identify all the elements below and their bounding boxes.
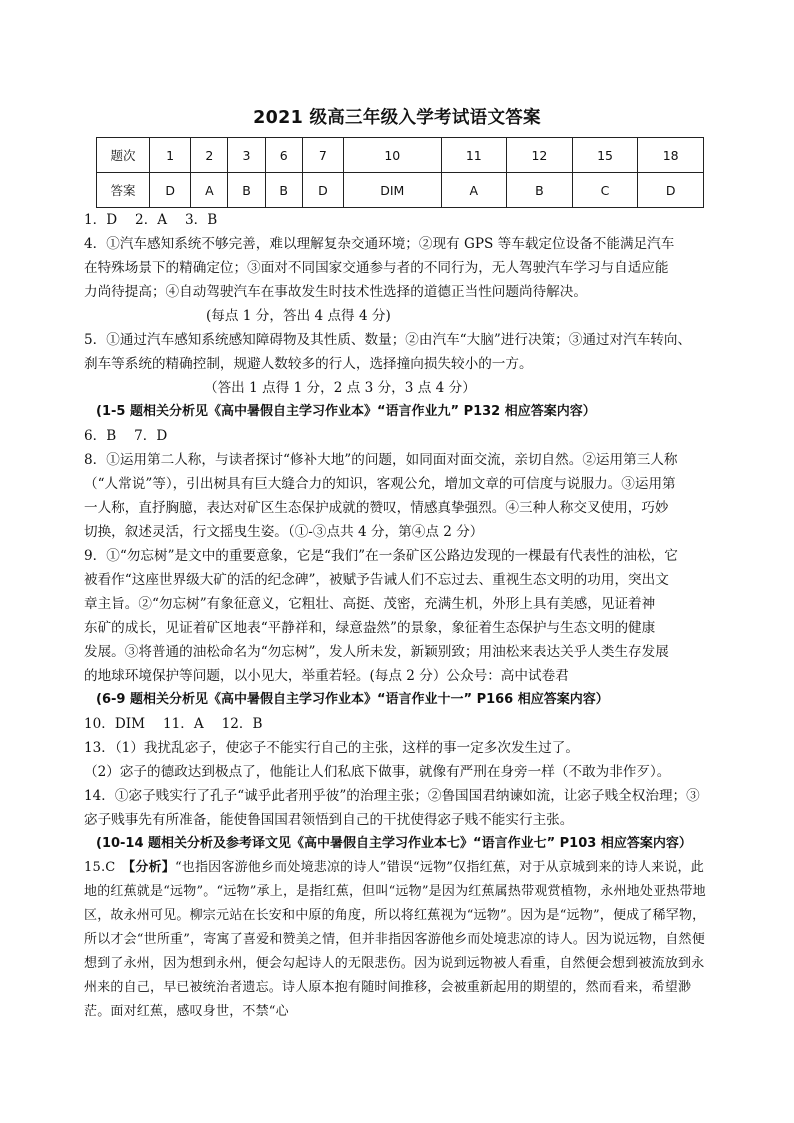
answer-8-line: 切换，叙述灵活，行文摇曳生姿。（①-③点共 4 分，第④点 2 分） bbox=[84, 524, 484, 540]
answer-body bbox=[84, 208, 708, 1024]
reference-note: (6-9 题相关分析见《高中暑假自主学习作业本》“语言作业十一” P166 相应答案内容） bbox=[96, 692, 609, 707]
question-number: 7 bbox=[302, 138, 343, 173]
scoring-note: （答出 1 点得 1 分，2 点 3 分，3 点 4 分） bbox=[204, 380, 476, 396]
answer-15-analysis bbox=[84, 856, 708, 1024]
answer-8-line: 8．①运用第二人称，与读者探讨“修补大地”的问题，如同面对面交流，亲切自然。②运用第三人称 bbox=[84, 452, 678, 468]
answer-13-line: （2）宓子的德政达到极点了，他能让人们私底下做事，就像有严刑在身旁一样（不敢为非作歹）。 bbox=[84, 764, 671, 780]
answer-15-text: “也指因客游他乡而处境悲凉的诗人”错误“远物”仅指红蕉，对于从京城到来的诗人来说，此地的红蕉就是“远物”。“远物”承上，是指红蕉，但叫“远物”是因为红蕉属热带观赏植物，永州地处亚热带地区，故永州可见。柳宗元站在长安和中原的角度，所以将红蕉视为“远物”。因为是“远物”，便成了稀罕物，所以才会“世所重”，寄寓了喜爱和赞美之情，但并非指因客游他乡而处境悲凉的诗人。因为说远物，自然便想到了永州，因为想到永州，便会勾起诗人的无限悲伤。因为说到远物被人看重，自然便会想到被流放到永州来的自己，早已被统治者遗忘。诗人原本抱有随时间推移，会被重新起用的期望的，然而看来，希望渺茫。面对红蕉，感叹身世，不禁“心 bbox=[84, 860, 706, 1019]
question-number: 18 bbox=[638, 138, 704, 173]
answer-cell: A bbox=[441, 173, 507, 208]
answer-9-line: 东矿的成长，见证着矿区地表“平静祥和，绿意盎然”的景象，象征着生态保护与生态文明的健康 bbox=[84, 620, 656, 636]
answer-cell: B bbox=[265, 173, 302, 208]
answer-8-line: （“人常说”等），引出树具有巨大缝合力的知识，客观公允，增加文章的可信度与说服力。③运用第 bbox=[84, 476, 676, 492]
answer-9-line: 章主旨。②“勿忘树”有象征意义，它粗壮、高挺、茂密，充满生机，外形上具有美感，见证着神 bbox=[84, 596, 656, 612]
answer-15-lead: 15.C bbox=[84, 860, 129, 875]
answer-line-6-7: 6．B 7．D bbox=[84, 428, 168, 444]
answer-8-line: 一人称，直抒胸臆，表达对矿区生态保护成就的赞叹，情感真挚强烈。④三种人称交叉使用，巧妙 bbox=[84, 500, 669, 516]
answer-14-line: 宓子贱事先有所准备，能使鲁国国君领悟到自己的干扰使得宓子贱不能实行主张。 bbox=[84, 812, 574, 828]
question-number: 1 bbox=[150, 138, 191, 173]
analysis-tag: 【分析】 bbox=[128, 860, 175, 875]
answer-cell: B bbox=[507, 173, 573, 208]
answer-13-line: 13．（1）我扰乱宓子，使宓子不能实行自己的主张，这样的事一定多次发生过了。 bbox=[84, 740, 579, 756]
answer-line-10-12: 10．DIM 11．A 12．B bbox=[84, 716, 263, 732]
answer-9-line: 的地球环境保护等问题，以小见大，举重若轻。(每点 2 分）公众号：高中试卷君 bbox=[84, 668, 569, 684]
answer-cell: C bbox=[572, 173, 638, 208]
reference-note: (1-5 题相关分析见《高中暑假自主学习作业本》“语言作业九” P132 相应答案内容） bbox=[96, 404, 596, 419]
answer-4-line: 力尚待提高；④自动驾驶汽车在事故发生时技术性选择的道德正当性问题尚待解决。 bbox=[84, 284, 587, 300]
question-number: 10 bbox=[344, 138, 441, 173]
answer-table-number-row bbox=[97, 138, 704, 173]
answer-cell: D bbox=[638, 173, 704, 208]
answer-9-line: 9．①“勿忘树”是文中的重要意象，它是“我们”在一条矿区公路边发现的一棵最有代表性的油松，它 bbox=[84, 548, 678, 564]
answer-cell: DIM bbox=[344, 173, 441, 208]
answer-line-1-3: 1．D 2．A 3．B bbox=[84, 212, 218, 228]
answer-cell: D bbox=[302, 173, 343, 208]
answer-5-line: 5．①通过汽车感知系统感知障碍物及其性质、数量；②由汽车“大脑”进行决策；③通过对汽车转向、 bbox=[84, 332, 692, 348]
answer-4-line: 4．①汽车感知系统不够完善，难以理解复杂交通环境；②现有 GPS 等车载定位设备不能满足汽车 bbox=[84, 236, 675, 252]
question-number: 12 bbox=[507, 138, 573, 173]
answer-cell: A bbox=[191, 173, 228, 208]
table-answer-label: 答案 bbox=[97, 173, 150, 208]
answer-9-line: 被看作“这座世界级大矿的活的纪念碑”，被赋予告诫人们不忘过去、重视生态文明的功用，突出文 bbox=[84, 572, 669, 588]
scoring-note: (每点 1 分，答出 4 点得 4 分) bbox=[206, 308, 391, 324]
page-title: 2021 级高三年级入学考试语文答案 bbox=[253, 108, 541, 128]
question-number: 6 bbox=[265, 138, 302, 173]
question-number: 2 bbox=[191, 138, 228, 173]
question-number: 11 bbox=[441, 138, 507, 173]
answer-5-line: 刹车等系统的精确控制，规避人数较多的行人，选择撞向损失较小的一方。 bbox=[84, 356, 533, 372]
reference-note: (10-14 题相关分析及参考译文见《高中暑假自主学习作业本七》“语言作业七” P103 相应答案内容） bbox=[96, 836, 692, 851]
answer-table-answer-row bbox=[97, 173, 704, 208]
answer-4-line: 在特殊场景下的精确定位；③面对不同国家交通参与者的不同行为，无人驾驶汽车学习与自适应能 bbox=[84, 260, 669, 276]
question-number: 15 bbox=[572, 138, 638, 173]
answer-cell: D bbox=[150, 173, 191, 208]
answer-9-line: 发展。③将普通的油松命名为“勿忘树”，发人所未发，新颖别致；用油松来表达关乎人类生存发展 bbox=[84, 644, 669, 660]
table-header-label: 题次 bbox=[97, 138, 150, 173]
answer-14-line: 14．①宓子贱实行了孔子“诚乎此者刑乎彼”的治理主张；②鲁国国君纳谏如流，让宓子贱全权治理；③ bbox=[84, 788, 700, 804]
question-number: 3 bbox=[228, 138, 265, 173]
answer-cell: B bbox=[228, 173, 265, 208]
answer-table bbox=[96, 137, 704, 208]
